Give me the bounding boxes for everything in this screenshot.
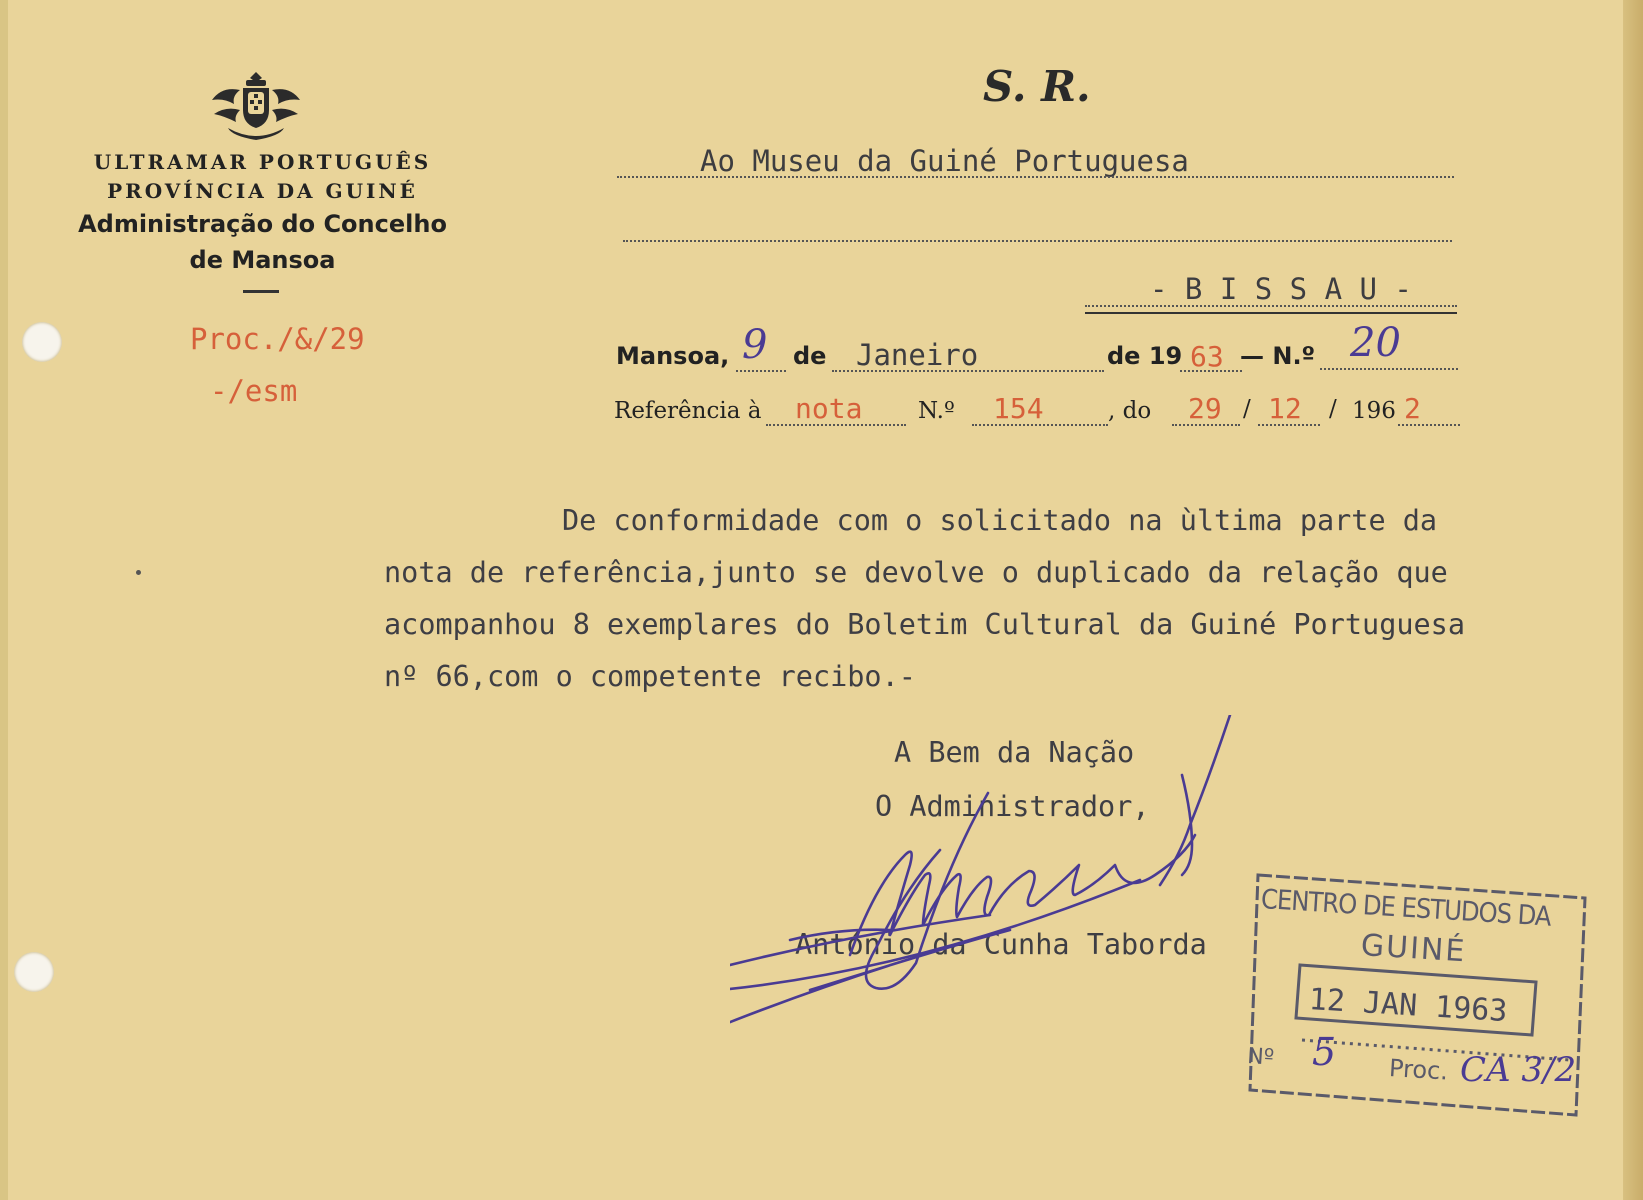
letter-number-label: — N.º: [1240, 342, 1316, 370]
punch-hole-bottom: [14, 952, 54, 992]
date-day-dotline: [736, 370, 786, 372]
date-month: Janeiro: [856, 338, 979, 372]
body-line-2: nota de referência,junto se devolve o duplicado da relação que: [384, 556, 1448, 589]
reference-year-suffix: 2: [1404, 392, 1421, 425]
stamp-number: 5: [1312, 1030, 1337, 1074]
reference-sep-2: /: [1329, 396, 1337, 422]
date-year-dotline: [1180, 370, 1242, 372]
stamp-proc-label: Proc.: [1388, 1054, 1449, 1086]
letterhead-line-1: ULTRAMAR PORTUGUÊS: [93, 150, 432, 174]
reference-year-dotline: [1398, 424, 1460, 426]
body-line-1: De conformidade com o solicitado na ùltima parte da: [562, 504, 1438, 537]
letterhead-line-3: Administração do Concelho: [78, 210, 447, 238]
place-label: Mansoa,: [616, 342, 730, 370]
date-year-label: de 19: [1107, 342, 1183, 370]
stamp-line-2: GUINÉ: [1359, 928, 1468, 970]
reference-day: 29: [1188, 392, 1222, 425]
process-initials: -/esm: [210, 374, 298, 408]
date-month-dotline: [832, 370, 1104, 372]
reference-doc-dotline: [766, 424, 906, 426]
recipient-city-dotline: [1085, 305, 1457, 307]
letter-number-dotline: [1320, 368, 1458, 370]
reference-sep-1: /: [1243, 396, 1251, 422]
date-day: 9: [742, 322, 768, 368]
body-line-3: acompanhou 8 exemplares do Boletim Cultural da Guiné Portuguesa: [384, 608, 1465, 641]
letterhead-line-2: PROVÍNCIA DA GUINÉ: [107, 179, 418, 203]
coat-of-arms-icon: [210, 70, 302, 142]
recipient-city-underline: [1085, 312, 1457, 314]
stamp-date: 12 JAN 1963: [1307, 982, 1509, 1030]
process-reference: Proc./&/29: [190, 322, 365, 356]
stamp-line-1: CENTRO DE ESTUDOS DA: [1260, 884, 1552, 933]
closing-line-2: O Administrador,: [875, 790, 1150, 823]
recipient-city: - B I S S A U -: [1150, 272, 1412, 306]
salutation: S. R.: [983, 62, 1091, 111]
letterhead-divider: [243, 290, 279, 293]
recipient-dotline-2: [623, 240, 1452, 242]
recipient-dotline-1: [617, 176, 1454, 178]
reference-label: Referência à: [614, 398, 762, 424]
closing-line-1: A Bem da Nação: [894, 736, 1135, 769]
date-year-suffix: 63: [1190, 340, 1224, 373]
paper-right-edge: [1623, 0, 1643, 1200]
reference-number-dotline: [972, 424, 1108, 426]
date-de-label: de: [793, 342, 827, 370]
punch-hole-top: [22, 322, 62, 362]
reference-number: 154: [993, 392, 1044, 425]
reference-doc-type: nota: [795, 392, 863, 425]
handwritten-signature-icon: [730, 715, 1300, 1050]
stamp-number-label: Nº: [1246, 1044, 1275, 1071]
stamp-proc-value: CA 3/2: [1460, 1050, 1577, 1090]
reference-year-prefix: 196: [1352, 398, 1396, 424]
reference-month: 12: [1268, 392, 1302, 425]
stray-dot: [136, 570, 141, 575]
reference-number-label: N.º: [918, 398, 955, 424]
letterhead-line-4: de Mansoa: [189, 246, 336, 274]
signatory-name: António da Cunha Taborda: [795, 928, 1207, 961]
recipient-line-1: Ao Museu da Guiné Portuguesa: [700, 144, 1189, 178]
reference-month-dotline: [1258, 424, 1320, 426]
reference-day-dotline: [1172, 424, 1240, 426]
letter-number: 20: [1350, 320, 1401, 366]
reference-date-label: , do: [1108, 398, 1152, 424]
body-line-4: nº 66,com o competente recibo.-: [384, 660, 916, 693]
